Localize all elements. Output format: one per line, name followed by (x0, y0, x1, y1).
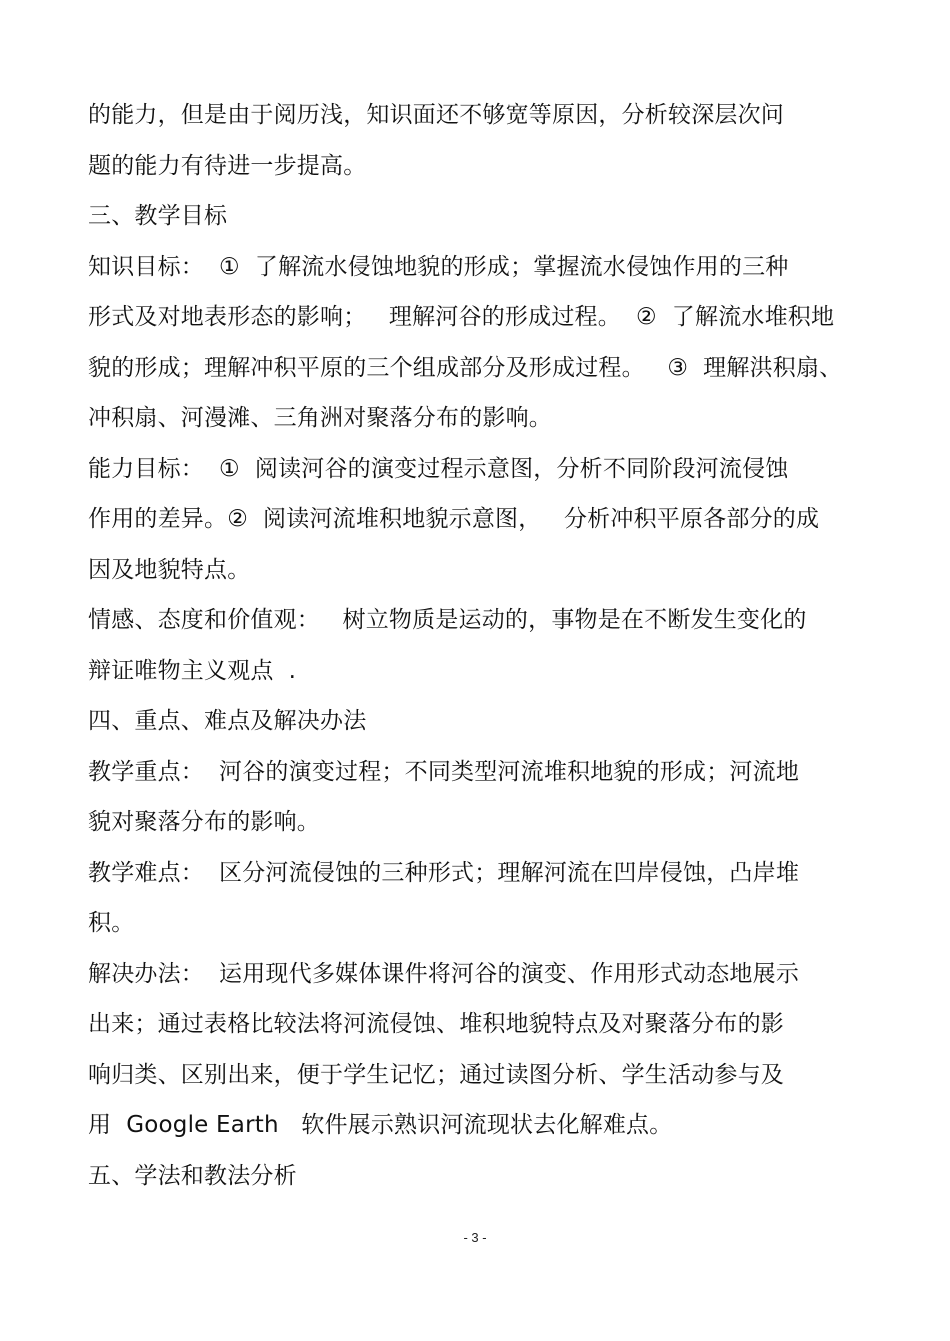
text-line: 冲积扇、河漫滩、三角洲对聚落分布的影响。 (88, 405, 552, 431)
text-line: 知识目标： ① 了解流水侵蚀地貌的形成；掌握流水侵蚀作用的三种 (88, 253, 789, 280)
section-heading: 四、重点、难点及解决办法 (88, 708, 367, 734)
text-line: 辩证唯物主义观点 . (88, 657, 297, 684)
text-line: 教学难点： 区分河流侵蚀的三种形式；理解河流在凹岸侵蚀，凸岸堆 (88, 859, 800, 886)
text-line: 积。 (88, 910, 135, 936)
text-line: 响归类、区别出来，便于学生记忆；通过读图分析、学生活动参与及 (88, 1061, 784, 1088)
document-body (88, 90, 863, 1201)
text-line: 貌的形成；理解冲积平原的三个组成部分及形成过程。 ③ 理解洪积扇、 (88, 354, 843, 381)
page-number: - 3 - (463, 1230, 487, 1245)
section-heading: 五、学法和教法分析 (88, 1162, 297, 1189)
text-line: 的能力，但是由于阅历浅，知识面还不够宽等原因，分析较深层次问 (88, 102, 784, 128)
text-line: 题的能力有待进一步提高。 (88, 152, 367, 179)
text-line: 出来；通过表格比较法将河流侵蚀、堆积地貌特点及对聚落分布的影 (88, 1011, 784, 1037)
text-line: 教学重点： 河谷的演变过程；不同类型河流堆积地貌的形成；河流地 (88, 758, 800, 785)
text-line: 解决办法： 运用现代多媒体课件将河谷的演变、作用形式动态地展示 (88, 960, 800, 987)
text-line: 用 Google Earth 软件展示熟识河流现状去化解难点。 (88, 1112, 673, 1138)
text-line: 形式及对地表形态的影响； 理解河谷的形成过程。 ② 了解流水堆积地 (88, 304, 835, 330)
text-line: 貌对聚落分布的影响。 (88, 809, 320, 835)
text-line: 情感、态度和价值观： 树立物质是运动的，事物是在不断发生变化的 (88, 607, 807, 633)
text-line: 作用的差异。② 阅读河流堆积地貌示意图， 分析冲积平原各部分的成 (88, 506, 820, 532)
section-heading: 三、教学目标 (88, 203, 228, 229)
text-line: 能力目标： ① 阅读河谷的演变过程示意图，分析不同阶段河流侵蚀 (88, 455, 789, 482)
text-line: 因及地貌特点。 (88, 556, 251, 583)
